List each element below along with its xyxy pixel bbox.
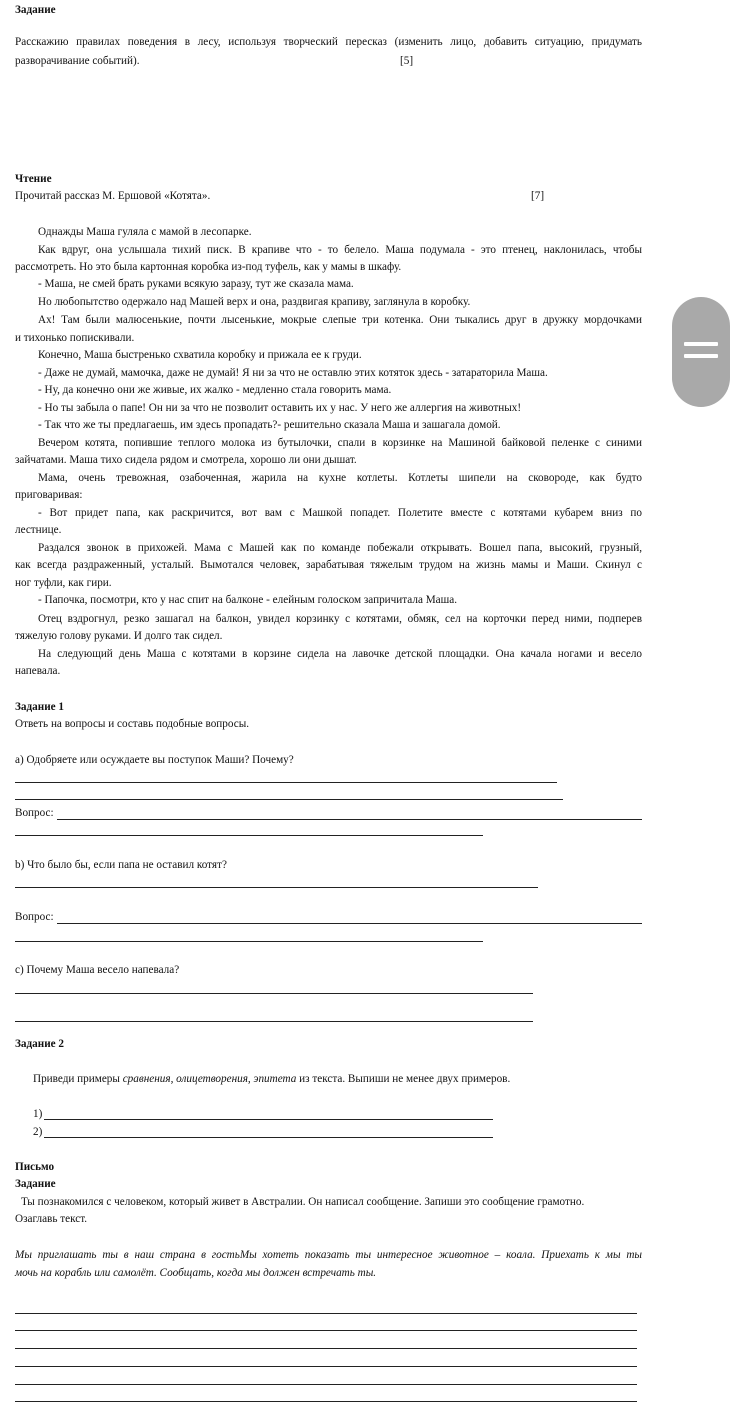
story-line: - Вот придет папа, как раскричится, вот вам с Машкой попадет. Полетите вместе с котятами кубарем вниз по	[38, 507, 642, 519]
scroll-handle[interactable]	[672, 297, 730, 407]
story-line: как всегда раздраженный, усталый. Вымотался человек, зарабатывая тяжелым трудом на жизнь мамы и Маши. Скинул с	[15, 559, 642, 571]
story-line: Однажды Маша гуляла с мамой в лесопарке.	[38, 226, 252, 238]
story-line: лестнице.	[15, 524, 62, 536]
story-line: - Но ты забыла о папе! Он ни за что не позволит оставить их у нас. У него же аллергия на животных!	[38, 402, 522, 414]
answer-line[interactable]	[15, 782, 557, 783]
writing-task-title: Задание	[15, 1178, 56, 1190]
answer-line[interactable]	[15, 835, 483, 836]
example-item-1-line[interactable]	[44, 1119, 493, 1120]
story-line: - Даже не думай, мамочка, даже не думай! Я ни за что не оставлю этих котяток здесь - затараторила Маша.	[38, 367, 548, 379]
story-line: На следующий день Маша с котятами в корзине сидела на лавочке детской площадки. Она качала ногами и весело	[38, 648, 642, 660]
story-line: зайчатами. Маша тихо сидела рядом и смотрела, хорошо ли они дышат.	[15, 454, 357, 466]
question-label: Вопрос:	[15, 807, 54, 819]
writing-line[interactable]	[15, 1366, 637, 1367]
story-line: - Так что же ты предлагаешь, им здесь пропадать?- решительно сказала Маша и зашагала домой.	[38, 419, 501, 431]
writing-message-line-2: мочь на корабль или самолёт. Сообщать, когда мы должен встречать ты.	[15, 1267, 377, 1279]
writing-title: Письмо	[15, 1161, 55, 1173]
question-line[interactable]	[57, 923, 642, 924]
writing-line[interactable]	[15, 1384, 637, 1385]
story-line: Отец вздрогнул, резко зашагал на балкон, увидел корзинку с котятами, обмяк, сел на корточки перед ними, подперев	[38, 613, 642, 625]
writing-instruction-line-2: Озаглавь текст.	[15, 1213, 88, 1225]
reading-score: [7]	[531, 190, 545, 202]
task-text-line-1: Расскажию правилах поведения в лесу, используя творческий пересказ (изменить лицо, добавить ситуацию, придумать	[15, 36, 642, 48]
writing-line[interactable]	[15, 1313, 637, 1314]
question-line[interactable]	[57, 819, 642, 820]
question-a: a) Одобряете или осуждаете вы поступок Маши? Почему?	[15, 754, 294, 766]
task-title: Задание	[15, 4, 56, 16]
writing-line[interactable]	[15, 1330, 637, 1331]
story-line: приговаривая:	[15, 489, 83, 501]
task1-instruction: Ответь на вопросы и составь подобные вопросы.	[15, 718, 250, 730]
task2-instruction-suffix: из текста. Выпиши не менее двух примеров.	[296, 1073, 511, 1085]
answer-line[interactable]	[15, 993, 533, 994]
answer-line[interactable]	[15, 941, 483, 942]
story-line: Как вдруг, она услышала тихий писк. В крапиве что - то белело. Маша подумала - это птенец, наклонилась, чтобы	[38, 244, 642, 256]
story-line: ног туфли, как гири.	[15, 577, 112, 589]
task2-instruction	[33, 1072, 510, 1086]
example-item-1-number: 1)	[33, 1108, 43, 1120]
question-c: c) Почему Маша весело напевала?	[15, 964, 180, 976]
story-line: - Маша, не смей брать руками всякую заразу, тут же сказала мама.	[38, 278, 354, 290]
story-line: Конечно, Маша быстренько схватила коробку и прижала ее к груди.	[38, 349, 362, 361]
answer-line[interactable]	[15, 887, 538, 888]
story-line: Мама, очень тревожная, озабоченная, жарила на кухне котлеты. Котлеты шипели на сковороде, как будто	[38, 472, 642, 484]
question-b: b) Что было бы, если папа не оставил котят?	[15, 859, 227, 871]
answer-line[interactable]	[15, 799, 563, 800]
story-line: и тихонько попискивали.	[15, 332, 135, 344]
story-line: напевала.	[15, 665, 61, 677]
task-score: [5]	[400, 55, 414, 67]
story-line: - Ну, да конечно они же живые, их жалко - медленно стала говорить мама.	[38, 384, 392, 396]
example-item-2-line[interactable]	[44, 1137, 493, 1138]
answer-line[interactable]	[15, 1021, 533, 1022]
story-line: тяжелую голову руками. И долго так сидел.	[15, 630, 223, 642]
question-label: Вопрос:	[15, 911, 54, 923]
story-line: Вечером котята, попившие теплого молока из бутылочки, спали в корзинке на Машиной байковой пеленке с синими	[38, 437, 642, 449]
task2-instruction-prefix: Приведи примеры	[33, 1073, 123, 1085]
task2-title: Задание 2	[15, 1038, 64, 1050]
story-line: Ах! Там были малюсенькие, почти лысенькие, мокрые слепые три котенка. Они тыкались друг в дружку мордочками	[38, 314, 642, 326]
writing-instruction-line-1: Ты познакомился с человеком, который живет в Австралии. Он написал сообщение. Запиши это сообщение грамотно.	[21, 1196, 585, 1208]
story-line: Раздался звонок в прихожей. Мама с Машей как по команде побежали открывать. Вошел папа, высокий, грузный,	[38, 542, 642, 554]
writing-line[interactable]	[15, 1401, 637, 1402]
story-line: Но любопытство одержало над Машей верх и она, раздвигая крапиву, заглянула в коробку.	[38, 296, 471, 308]
story-line: рассмотреть. Но это была картонная коробка из-под туфель, как у мамы в шкафу.	[15, 261, 402, 273]
task1-title: Задание 1	[15, 701, 64, 713]
task-text-line-2: разворачивание событий).	[15, 55, 140, 67]
example-item-2-number: 2)	[33, 1126, 43, 1138]
writing-line[interactable]	[15, 1348, 637, 1349]
writing-message-line-1: Мы приглашать ты в наш страна в гостьМы хотеть показать ты интересное животное – коала. Приехать к мы ты	[15, 1249, 642, 1261]
task2-instruction-terms: сравнения, олицетворения, эпитета	[122, 1073, 297, 1085]
reading-title: Чтение	[15, 173, 52, 185]
story-line: - Папочка, посмотри, кто у нас спит на балконе - елейным голоском запричитала Маша.	[38, 594, 458, 606]
reading-intro: Прочитай рассказ М. Ершовой «Котята».	[15, 190, 211, 202]
